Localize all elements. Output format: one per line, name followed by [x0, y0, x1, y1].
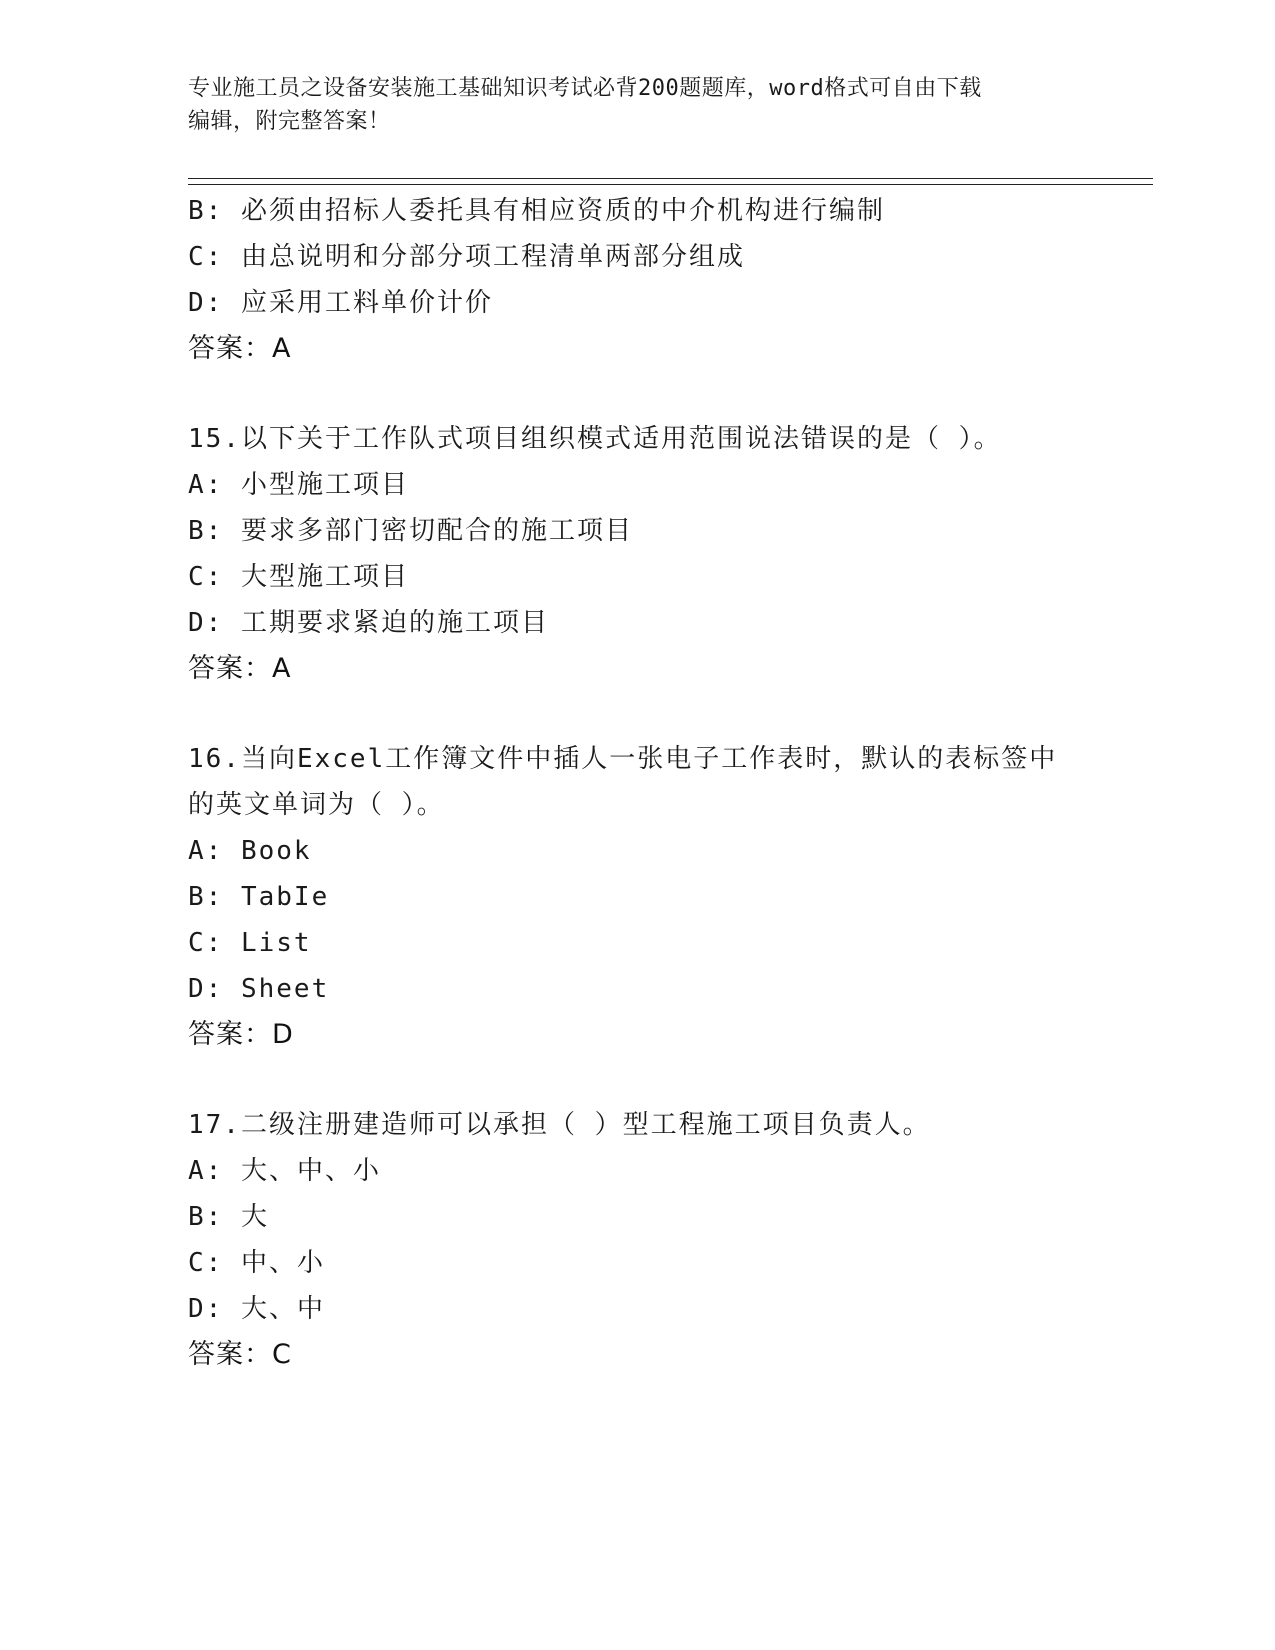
answer-line: 答案：A — [188, 653, 292, 684]
question-14-continued — [188, 188, 1153, 372]
option-c: C: 中、小 — [188, 1248, 325, 1278]
document-header — [188, 72, 1068, 138]
option-d: D: 应采用工料单价计价 — [188, 288, 493, 318]
option-b: B: 必须由招标人委托具有相应资质的中介机构进行编制 — [188, 196, 885, 226]
option-a: A: Book — [188, 836, 312, 866]
header-divider — [188, 178, 1153, 185]
answer-line: 答案：A — [188, 333, 292, 364]
question-17 — [188, 1102, 1153, 1378]
option-d: D: 大、中 — [188, 1294, 325, 1324]
option-d: D: Sheet — [188, 974, 330, 1004]
option-a: A: 小型施工项目 — [188, 470, 409, 500]
option-c: C: 由总说明和分部分项工程清单两部分组成 — [188, 242, 745, 272]
question-16 — [188, 736, 1153, 1058]
question-text: 17.二级注册建造师可以承担（ ）型工程施工项目负责人。 — [188, 1110, 931, 1140]
question-text-continued: 的英文单词为（ ）。 — [188, 790, 445, 820]
option-c: C: List — [188, 928, 312, 958]
option-c: C: 大型施工项目 — [188, 562, 409, 592]
document-body — [188, 188, 1153, 1378]
question-15 — [188, 416, 1153, 692]
question-text: 16.当向Excel工作簿文件中插人一张电子工作表时，默认的表标签中 — [188, 744, 1058, 774]
option-b: B: 大 — [188, 1202, 269, 1232]
option-b: B: 要求多部门密切配合的施工项目 — [188, 516, 633, 546]
answer-line: 答案：D — [188, 1019, 294, 1050]
question-text: 15.以下关于工作队式项目组织模式适用范围说法错误的是（ ）。 — [188, 424, 1002, 454]
header-line-2: 编辑，附完整答案！ — [188, 109, 391, 134]
option-b: B: TabIe — [188, 882, 330, 912]
option-d: D: 工期要求紧迫的施工项目 — [188, 608, 549, 638]
header-line-1: 专业施工员之设备安装施工基础知识考试必背200题题库，word格式可自由下载 — [188, 76, 982, 101]
option-a: A: 大、中、小 — [188, 1156, 381, 1186]
answer-line: 答案：C — [188, 1339, 292, 1370]
